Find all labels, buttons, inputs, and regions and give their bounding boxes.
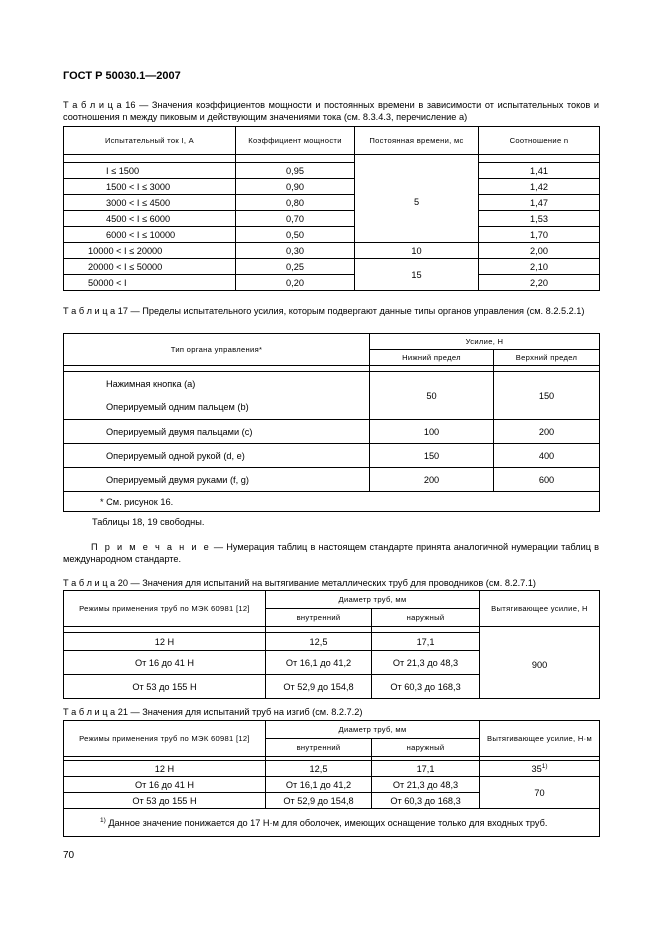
t21-footnote-mark: 1) <box>100 817 106 825</box>
t21-inner: От 16,1 до 41,2 <box>266 777 372 793</box>
t21-inner: От 52,9 до 154,8 <box>266 793 372 809</box>
t16-range: 50000 < I <box>64 275 236 291</box>
t17-footnote: * См. рисунок 16. <box>64 492 600 512</box>
t21-outer: 17,1 <box>372 761 480 777</box>
t20-header-inner: внутренний <box>266 609 372 627</box>
t20-mode: От 53 до 155 Н <box>64 675 266 699</box>
t20-outer: От 60,3 до 168,3 <box>372 675 480 699</box>
table-20 <box>63 590 600 699</box>
t16-pf: 0,20 <box>236 275 355 291</box>
table-row <box>64 243 600 259</box>
t16-range: 3000 < I ≤ 4500 <box>64 195 236 211</box>
table17-label: Т а б л и ц а 17 <box>63 306 128 316</box>
t21-header-diameter: Диаметр труб, мм <box>266 721 480 739</box>
t17-upper-merged: 150 <box>494 372 600 420</box>
t17-type: Оперируемый двумя пальцами (c) <box>64 420 370 444</box>
t16-range: 1500 < I ≤ 3000 <box>64 179 236 195</box>
t21-force-first: 35$^{1)}$ <box>480 761 600 777</box>
table-row <box>64 163 600 179</box>
table-row <box>64 777 600 793</box>
table-row <box>64 227 600 243</box>
t16-ratio: 1,47 <box>479 195 600 211</box>
note-label: П р и м е ч а н и е <box>91 542 211 552</box>
t20-header-outer: наружный <box>372 609 480 627</box>
t17-header-type: Тип органа управления* <box>64 334 370 366</box>
t16-ratio: 2,10 <box>479 259 600 275</box>
t20-outer: От 21,3 до 48,3 <box>372 651 480 675</box>
t17-header-force: Усилие, Н <box>370 334 600 350</box>
table-17 <box>63 333 600 512</box>
table20-label: Т а б л и ц а 20 <box>63 578 128 588</box>
t20-header-force: Вытягивающее усилие, Н <box>480 591 600 627</box>
t16-range: 10000 < I ≤ 20000 <box>64 243 236 259</box>
t21-header-force: Вытягивающее усилие, Н·м <box>480 721 600 757</box>
t16-range: I ≤ 1500 <box>64 163 236 179</box>
t17-lower: 200 <box>370 468 494 492</box>
t16-ratio: 1,70 <box>479 227 600 243</box>
t17-header-upper: Верхний предел <box>494 350 600 366</box>
tables-freed-text: Таблицы 18, 19 свободны. <box>92 517 205 527</box>
table-row <box>64 195 600 211</box>
t21-mode: От 53 до 155 Н <box>64 793 266 809</box>
table-row <box>64 259 600 275</box>
t16-time-10: 10 <box>355 243 479 259</box>
table-row <box>64 468 600 492</box>
t16-pf: 0,70 <box>236 211 355 227</box>
t17-type: Оперируемый двумя руками (f, g) <box>64 468 370 492</box>
t17-type: Оперируемый одним пальцем (b) <box>64 396 370 420</box>
table-row <box>64 275 600 291</box>
t21-mode: От 16 до 41 Н <box>64 777 266 793</box>
t20-force: 900 <box>480 633 600 699</box>
t21-mode: 12 Н <box>64 761 266 777</box>
t21-force-rest: 70 <box>480 777 600 809</box>
table21-caption: Т а б л и ц а 21 — Значения для испытаний труб на изгиб (см. 8.2.7.2) <box>63 707 363 717</box>
table-row <box>64 761 600 777</box>
t16-time-15: 15 <box>355 259 479 291</box>
t17-upper: 600 <box>494 468 600 492</box>
t20-mode: От 16 до 41 Н <box>64 651 266 675</box>
table-row <box>64 420 600 444</box>
t16-pf: 0,80 <box>236 195 355 211</box>
table-21 <box>63 720 600 837</box>
t17-type: Оперируемый одной рукой (d, e) <box>64 444 370 468</box>
t17-type: Нажимная кнопка (а) <box>64 372 370 396</box>
table-row <box>64 211 600 227</box>
t16-header-current: Испытательный ток I, А <box>64 127 236 155</box>
t16-ratio: 1,42 <box>479 179 600 195</box>
t17-upper: 200 <box>494 420 600 444</box>
t16-header-pf: Коэффициент мощности <box>236 127 355 155</box>
document-id: ГОСТ Р 50030.1—2007 <box>63 70 181 82</box>
t16-pf: 0,50 <box>236 227 355 243</box>
t16-ratio: 2,00 <box>479 243 600 259</box>
t16-time-5: 5 <box>355 163 479 243</box>
t16-header-ratio: Соотношение n <box>479 127 600 155</box>
t20-header-mode: Режимы применения труб по МЭК 60981 [12] <box>64 591 266 627</box>
t21-inner: 12,5 <box>266 761 372 777</box>
table-16 <box>63 126 600 291</box>
t16-header-time: Постоянная времени, мс <box>355 127 479 155</box>
t16-ratio: 1,53 <box>479 211 600 227</box>
t16-range: 20000 < I ≤ 50000 <box>64 259 236 275</box>
t16-ratio: 2,20 <box>479 275 600 291</box>
table21-label: Т а б л и ц а 21 <box>63 707 128 717</box>
t21-footnote: $^{1)}$ Данное значение понижается до 17 Н·м для оболочек, имеющих оснащение только для входных труб. <box>64 809 600 837</box>
table16-caption: Т а б л и ц а 16 — Значения коэффициентов мощности и постоянных времени в зависимости от испытательных токов и соотношения n между пиковым и действующим значениями тока (см. 8.3.4.3, перечисление а) <box>63 100 600 122</box>
table-row <box>64 444 600 468</box>
table-row <box>64 372 600 396</box>
t20-mode: 12 Н <box>64 633 266 651</box>
t16-range: 4500 < I ≤ 6000 <box>64 211 236 227</box>
t20-header-diameter: Диаметр труб, мм <box>266 591 480 609</box>
t16-pf: 0,90 <box>236 179 355 195</box>
table-row <box>64 633 600 651</box>
page-number: 70 <box>63 850 75 861</box>
t20-outer: 17,1 <box>372 633 480 651</box>
t20-inner: 12,5 <box>266 633 372 651</box>
note: П р и м е ч а н и е — Нумерация таблиц в настоящем стандарте принята аналогичной нумерации таблиц в международном стандарте. <box>63 542 599 564</box>
t17-lower: 150 <box>370 444 494 468</box>
t16-pf: 0,95 <box>236 163 355 179</box>
t16-pf: 0,25 <box>236 259 355 275</box>
t17-lower-merged: 50 <box>370 372 494 420</box>
t20-inner: От 16,1 до 41,2 <box>266 651 372 675</box>
t21-outer: От 60,3 до 168,3 <box>372 793 480 809</box>
t21-force-first-mark: 1) <box>541 762 548 770</box>
t16-ratio: 1,41 <box>479 163 600 179</box>
table16-label: Т а б л и ц а 16 <box>63 100 136 110</box>
t21-header-outer: наружный <box>372 739 480 757</box>
table20-caption: Т а б л и ц а 20 — Значения для испытаний на вытягивание металлических труб для проводников (см. 8.2.7.1) <box>63 578 536 588</box>
t21-header-inner: внутренний <box>266 739 372 757</box>
table-row <box>64 179 600 195</box>
table17-caption: Т а б л и ц а 17 — Пределы испытательного усилия, которым подвергают данные типы органов управления (см. 8.2.5.2.1) <box>63 306 585 316</box>
t21-outer: От 21,3 до 48,3 <box>372 777 480 793</box>
t16-range: 6000 < I ≤ 10000 <box>64 227 236 243</box>
t17-header-lower: Нижний предел <box>370 350 494 366</box>
t21-header-mode: Режимы применения труб по МЭК 60981 [12] <box>64 721 266 757</box>
t17-upper: 400 <box>494 444 600 468</box>
t17-lower: 100 <box>370 420 494 444</box>
t20-inner: От 52,9 до 154,8 <box>266 675 372 699</box>
t16-pf: 0,30 <box>236 243 355 259</box>
